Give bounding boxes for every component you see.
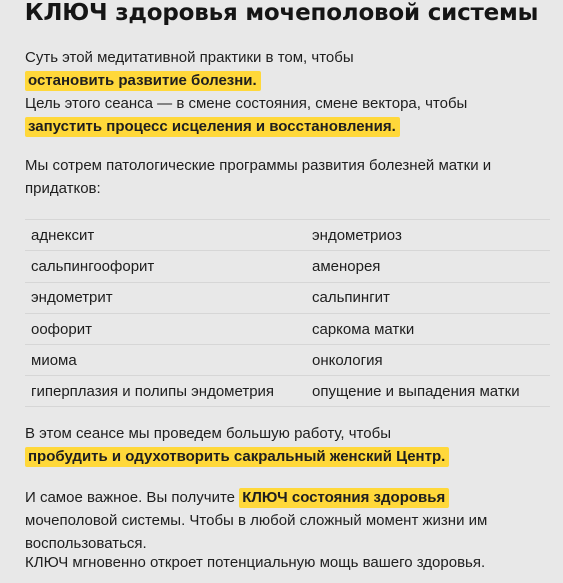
intro-line-2: Цель этого сеанса — в смене состояния, смене вектора, чтобы: [25, 95, 468, 112]
list-item: сальпингит: [312, 289, 390, 307]
list-item: миома: [31, 351, 77, 369]
key-text-before: И самое важное. Вы получите: [25, 489, 236, 506]
closing-paragraph: КЛЮЧ мгновенно откроет потенциальную мощь вашего здоровья.: [25, 554, 486, 571]
programs-intro: Мы сотрем патологические программы развития болезней матки и придатков:: [25, 157, 492, 197]
intro-highlight-2: запустить процесс исцеления и восстановления.: [25, 117, 400, 137]
session-line: В этом сеансе мы проведем большую работу, чтобы: [25, 425, 391, 442]
intro-line-1: Суть этой медитативной практики в том, чтобы: [25, 49, 354, 66]
intro-highlight-1: остановить развитие болезни.: [25, 71, 261, 91]
list-item: саркома матки: [312, 320, 415, 338]
table-row: [25, 250, 550, 281]
list-item: аменорея: [312, 257, 381, 275]
intro-paragraph: [25, 46, 549, 138]
disease-list: [25, 219, 550, 407]
table-row: [25, 282, 550, 313]
session-highlight: пробудить и одухотворить сакральный женский Центр.: [25, 447, 449, 467]
session-paragraph: [25, 422, 549, 468]
key-highlight: КЛЮЧ состояния здоровья: [239, 488, 449, 508]
table-row: [25, 219, 550, 250]
list-item: онкология: [312, 351, 383, 369]
key-text-after: мочеполовой системы. Чтобы в любой сложный момент жизни им воспользоваться.: [25, 512, 488, 552]
list-item: оофорит: [31, 320, 92, 338]
list-item: сальпингоофорит: [31, 257, 155, 275]
table-row: [25, 344, 550, 375]
table-row: [25, 313, 550, 344]
page-title: КЛЮЧ здоровья мочеполовой системы: [24, 0, 539, 26]
list-item: опущение и выпадения матки: [312, 382, 520, 400]
list-item: аднексит: [31, 226, 95, 244]
table-row: [25, 375, 550, 406]
list-item: эндометриоз: [312, 226, 402, 244]
list-item: эндометрит: [31, 289, 113, 307]
list-item: гиперплазия и полипы эндометрия: [31, 382, 275, 400]
key-paragraph: [25, 486, 541, 555]
